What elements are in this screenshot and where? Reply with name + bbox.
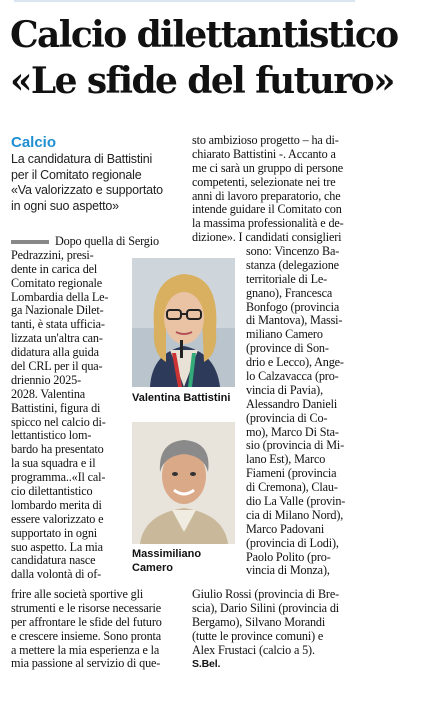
text-line: spicco nel calcio di- bbox=[11, 414, 106, 429]
text-line: miliano Camero bbox=[246, 327, 323, 342]
text-line: mia passione al servizio di que- bbox=[11, 656, 161, 671]
text-line: territoriale di Le- bbox=[246, 271, 328, 286]
deck-line: La candidatura di Battistini bbox=[11, 152, 153, 166]
text-line: (province di Son- bbox=[246, 341, 329, 356]
text-line: Battistini, figura di bbox=[11, 400, 101, 415]
text-line: gnano), Francesca bbox=[246, 285, 333, 300]
kicker: Calcio bbox=[11, 134, 57, 151]
text-line: intende guidare il Comitato con bbox=[192, 202, 342, 217]
text-line: lettantistico lom- bbox=[11, 428, 92, 443]
text-line: Paolo Polito (pro- bbox=[246, 549, 331, 564]
headline bbox=[10, 12, 398, 104]
text-line: anni di lavoro preparatorio, che bbox=[192, 188, 341, 203]
text-line: vincia di Monza), bbox=[246, 563, 330, 578]
deck bbox=[11, 152, 181, 214]
text-line: me ci sarà un gruppo di persone bbox=[192, 160, 344, 175]
text-line: di Cremona), Clau- bbox=[246, 480, 338, 495]
text-line: lizzata un'altra can- bbox=[11, 331, 103, 346]
text-line: chiarato Battistini -. Accanto a bbox=[192, 146, 336, 161]
text-line: la sua squadra e il bbox=[11, 456, 96, 471]
text-line: driennio 2025- bbox=[11, 372, 81, 387]
caption-line: Massimiliano bbox=[132, 548, 202, 560]
text-line: Alessandro Danieli bbox=[246, 396, 338, 411]
text-line: vincia di Pavia), bbox=[246, 382, 323, 397]
deck-line: in ogni suo aspetto» bbox=[11, 198, 119, 213]
text-line: scia), Dario Silini (provincia di bbox=[192, 600, 340, 615]
text-line: dio La Valle (provin- bbox=[246, 494, 346, 509]
text-line: lano Est), Marco bbox=[246, 452, 326, 467]
text-line: Alex Frustaci (calcio a 5). bbox=[192, 642, 315, 657]
text-line: tanti, è stata ufficia- bbox=[11, 317, 105, 332]
column-2-top bbox=[192, 134, 344, 245]
signature: S.Bel. bbox=[192, 658, 221, 670]
deck-line: per il Comitato regionale bbox=[11, 167, 142, 182]
column-2-bottom bbox=[192, 588, 339, 657]
text-line: Dopo quella di Sergio bbox=[11, 235, 159, 249]
text-line: a mettere la mia esperienza e la bbox=[11, 642, 160, 657]
text-line: di Mantova), Massi- bbox=[246, 313, 343, 328]
photo-massimiliano-camero bbox=[132, 422, 235, 544]
column-1-bottom bbox=[11, 588, 162, 671]
text-line: sono: Vincenzo Ba- bbox=[246, 244, 340, 258]
photo-valentina-battistini bbox=[132, 258, 235, 387]
text-line: dalla volontà di of- bbox=[11, 567, 102, 582]
text-line: Comitato regionale bbox=[11, 275, 103, 290]
text-line: stanza (delegazione bbox=[246, 257, 339, 272]
text-line: (provincia di Lodi), bbox=[246, 535, 339, 550]
text-line: Fiameni (provincia bbox=[246, 466, 337, 481]
text-line: dizione». I candidati consiglieri bbox=[192, 230, 342, 245]
headline-line-1: Calcio dilettantistico bbox=[10, 14, 398, 56]
portrait-woman-icon bbox=[132, 258, 235, 387]
text-line: la massima professionalità e de- bbox=[192, 216, 344, 231]
text-line: supportato in ogni bbox=[11, 525, 97, 540]
text-line: Pedrazzini, presi- bbox=[11, 247, 94, 262]
photo-caption: Valentina Battistini bbox=[132, 392, 231, 404]
lead-dash bbox=[11, 240, 49, 244]
text-line: essere valorizzato e bbox=[11, 511, 104, 526]
text-line: Lombardia della Le- bbox=[11, 289, 109, 304]
text-line: didatura alla guida bbox=[11, 345, 99, 360]
text-line: mo), Marco Di Sta- bbox=[246, 424, 339, 439]
text-line: sto ambizioso progetto – ha di- bbox=[192, 133, 339, 147]
headline-line-2: «Le sfide del futuro» bbox=[10, 60, 394, 102]
text-line: 2028. Valentina bbox=[11, 386, 86, 401]
text-line: candidatura nasce bbox=[11, 553, 96, 568]
text-line: per affrontare le sfide del futuro bbox=[11, 614, 162, 629]
text-line: cia di Milano Nord), bbox=[246, 507, 344, 522]
text-line: frire alle società sportive gli bbox=[11, 587, 144, 601]
text-line: Giulio Rossi (provincia di Bre- bbox=[192, 587, 339, 601]
text-line: e crescere insieme. Sono pronta bbox=[11, 628, 162, 643]
text-line: competenti, selezionate nei tre bbox=[192, 174, 336, 189]
text-line: suo aspetto. La mia bbox=[11, 539, 103, 554]
text-line: Marco Padovani bbox=[246, 521, 325, 536]
text-line: bardo ha presentato bbox=[11, 442, 104, 457]
text-line: (provincia di Co- bbox=[246, 410, 328, 425]
text-line: cio dilettantistico bbox=[11, 484, 93, 499]
text-line: del CRL per il qua- bbox=[11, 359, 103, 374]
deck-line: «Va valorizzato e supportato bbox=[11, 183, 163, 197]
caption-line: Camero bbox=[132, 562, 173, 574]
text-line: lombardo merita di bbox=[11, 497, 102, 512]
text-line: lo Calzavacca (pro- bbox=[246, 369, 339, 384]
text-line: Bonfogo (provincia bbox=[246, 299, 340, 314]
text-line: drio e Lecco), Ange- bbox=[246, 355, 344, 370]
text-line: dente in carica del bbox=[11, 261, 98, 276]
text-line: Bergamo), Silvano Morandi bbox=[192, 614, 326, 629]
text-line: sio (provincia di Mi- bbox=[246, 438, 345, 453]
photo-caption bbox=[132, 547, 201, 575]
text-line: (tutte le province comuni) e bbox=[192, 628, 324, 643]
text-line: strumenti e le risorse necessarie bbox=[11, 600, 162, 615]
portrait-man-icon bbox=[132, 422, 235, 544]
text-line: ga Nazionale Dilet- bbox=[11, 303, 104, 318]
column-2-narrow bbox=[246, 245, 345, 578]
text-line: programma..«Il cal- bbox=[11, 470, 106, 485]
top-rule bbox=[14, 0, 355, 2]
